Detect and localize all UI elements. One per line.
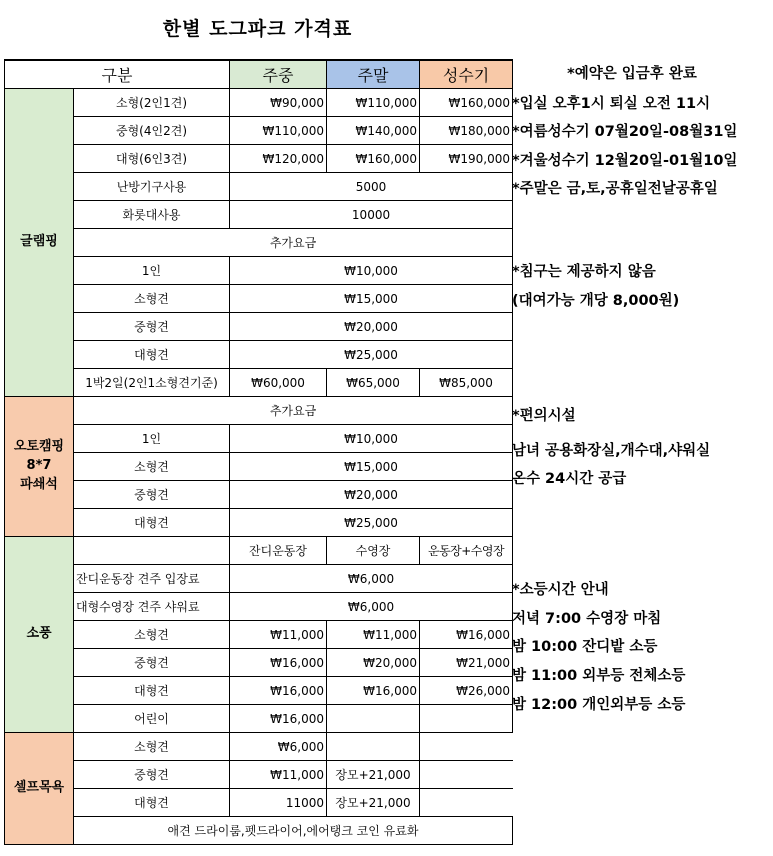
header-category: 구분 — [5, 60, 230, 89]
table-row — [5, 677, 513, 705]
header-weekend: 주말 — [327, 60, 420, 89]
extra-price: ₩20,000 — [230, 481, 513, 509]
header-weekday: 주중 — [230, 60, 327, 89]
table-row — [5, 537, 513, 565]
table-row — [5, 649, 513, 677]
table-row — [5, 733, 513, 761]
note-checkin: *입실 오후1시 퇴실 오전 11시 — [512, 96, 711, 112]
price-weekday: ₩110,000 — [230, 117, 327, 145]
autocamping-category — [5, 397, 74, 537]
extra-price: ₩10,000 — [230, 257, 513, 285]
sopung-col-lawn: 잔디운동장 — [230, 537, 327, 565]
note-weekend: *주말은 금,토,공휴일전날공휴일 — [512, 181, 718, 197]
heater-label: 난방기구사용 — [74, 173, 230, 201]
price-peak: ₩85,000 — [420, 369, 513, 397]
price-lawn: ₩16,000 — [230, 677, 327, 705]
entry-price: ₩6,000 — [230, 565, 513, 593]
note-lights-4: 밤 12:00 개인외부등 소등 — [512, 697, 686, 713]
autocamping-ground: 파쇄석 — [20, 476, 58, 492]
price-weekend: ₩110,000 — [327, 89, 420, 117]
wash-extra: 장모+21,000 — [327, 789, 420, 817]
extra-name: 1인 — [74, 425, 230, 453]
empty-cell — [420, 761, 513, 789]
table-row — [5, 117, 513, 145]
price-table — [4, 59, 513, 845]
table-row — [5, 341, 513, 369]
price-peak: ₩190,000 — [420, 145, 513, 173]
table-row — [5, 705, 513, 733]
price-weekend: ₩65,000 — [327, 369, 420, 397]
dog-size: 중형견 — [74, 649, 230, 677]
note-facilities-2: 온수 24시간 공급 — [512, 471, 627, 487]
dog-size: 소형견 — [74, 621, 230, 649]
room-name: 중형(4인2견) — [74, 117, 230, 145]
wash-price: ₩11,000 — [230, 761, 327, 789]
firepit-label: 화롯대사용 — [74, 201, 230, 229]
price-both: ₩21,000 — [420, 649, 513, 677]
extra-name: 중형견 — [74, 313, 230, 341]
empty-cell — [420, 733, 513, 761]
dog-size: 소형견 — [74, 733, 230, 761]
child-label: 어린이 — [74, 705, 230, 733]
wash-price: ₩6,000 — [230, 733, 327, 761]
table-row — [5, 89, 513, 117]
table-row — [5, 145, 513, 173]
autocamping-size: 8*7 — [26, 458, 52, 474]
table-row — [5, 565, 513, 593]
empty-cell — [420, 789, 513, 817]
price-lawn: ₩16,000 — [230, 649, 327, 677]
extra-price: ₩20,000 — [230, 313, 513, 341]
wash-extra: 장모+21,000 — [327, 761, 420, 789]
extra-name: 소형견 — [74, 453, 230, 481]
empty-cell — [420, 705, 513, 733]
dog-size: 중형견 — [74, 761, 230, 789]
extra-price: ₩25,000 — [230, 341, 513, 369]
firepit-price: 10000 — [230, 201, 513, 229]
price-weekday: ₩60,000 — [230, 369, 327, 397]
note-lights-title: *소등시간 안내 — [512, 582, 609, 598]
entry-name: 대형수영장 견주 샤워료 — [74, 593, 230, 621]
price-weekend: ₩140,000 — [327, 117, 420, 145]
extra-name: 대형견 — [74, 341, 230, 369]
table-row — [5, 789, 513, 817]
table-row — [5, 593, 513, 621]
table-row — [5, 173, 513, 201]
table-row — [5, 313, 513, 341]
table-row — [5, 761, 513, 789]
price-pool: ₩11,000 — [327, 621, 420, 649]
extra-name: 1인 — [74, 257, 230, 285]
table-row — [5, 425, 513, 453]
note-reservation: *예약은 입금후 완료 — [567, 66, 697, 82]
extra-name: 중형견 — [74, 481, 230, 509]
price-pool: ₩20,000 — [327, 649, 420, 677]
table-header-row — [5, 60, 513, 89]
extra-price: ₩15,000 — [230, 285, 513, 313]
wash-price: 11000 — [230, 789, 327, 817]
price-lawn: ₩11,000 — [230, 621, 327, 649]
entry-name: 잔디운동장 견주 입장료 — [74, 565, 230, 593]
note-lights-2: 밤 10:00 잔디밭 소등 — [512, 639, 658, 655]
note-bedding: *침구는 제공하지 않음 — [512, 264, 656, 280]
extra-price: ₩10,000 — [230, 425, 513, 453]
table-row — [5, 621, 513, 649]
price-peak: ₩180,000 — [420, 117, 513, 145]
price-both: ₩26,000 — [420, 677, 513, 705]
note-facilities-title: *편의시설 — [512, 408, 576, 424]
selfwash-footer: 애견 드라이룸,펫드라이어,에어탱크 코인 유료화 — [74, 817, 513, 845]
table-row — [5, 369, 513, 397]
dog-size: 대형견 — [74, 677, 230, 705]
autocamping-label: 오토캠핑 — [13, 439, 65, 455]
table-row — [5, 481, 513, 509]
empty-cell — [327, 705, 420, 733]
extra-name: 대형견 — [74, 509, 230, 537]
price-pool: ₩16,000 — [327, 677, 420, 705]
sopung-col-pool: 수영장 — [327, 537, 420, 565]
selfwash-category: 셀프목욕 — [5, 733, 74, 845]
wash-extra — [327, 733, 420, 761]
extra-price: ₩15,000 — [230, 453, 513, 481]
heater-price: 5000 — [230, 173, 513, 201]
empty-cell — [74, 537, 230, 565]
price-both: ₩16,000 — [420, 621, 513, 649]
entry-price: ₩6,000 — [230, 593, 513, 621]
note-bedding-rent: (대여가능 개당 8,000원) — [512, 293, 680, 309]
note-lights-3: 밤 11:00 외부등 전체소등 — [512, 668, 686, 684]
note-winter-peak: *겨울성수기 12월20일-01월10일 — [512, 153, 738, 169]
table-row — [5, 817, 513, 845]
note-summer-peak: *여름성수기 07월20일-08월31일 — [512, 124, 738, 140]
note-facilities-1: 남녀 공용화장실,개수대,샤워실 — [512, 443, 711, 459]
note-lights-1: 저녁 7:00 수영장 마침 — [512, 611, 662, 627]
page-title: 한별 도그파크 가격표 — [162, 18, 353, 40]
price-weekday: ₩120,000 — [230, 145, 327, 173]
sopung-category: 소풍 — [5, 537, 74, 733]
extra-fee-label: 추가요금 — [74, 229, 513, 257]
table-row — [5, 509, 513, 537]
child-price: ₩16,000 — [230, 705, 327, 733]
extra-price: ₩25,000 — [230, 509, 513, 537]
glamping-category: 글램핑 — [5, 89, 74, 397]
table-row — [5, 201, 513, 229]
table-row — [5, 397, 513, 425]
table-row — [5, 229, 513, 257]
table-row — [5, 257, 513, 285]
sopung-col-both: 운동장+수영장 — [420, 537, 513, 565]
room-name: 소형(2인1견) — [74, 89, 230, 117]
room-name: 대형(6인3견) — [74, 145, 230, 173]
price-weekend: ₩160,000 — [327, 145, 420, 173]
dog-size: 대형견 — [74, 789, 230, 817]
price-weekday: ₩90,000 — [230, 89, 327, 117]
extra-fee-label: 추가요금 — [74, 397, 513, 425]
table-row — [5, 453, 513, 481]
price-peak: ₩160,000 — [420, 89, 513, 117]
overnight-label: 1박2일(2인1소형견기준) — [74, 369, 230, 397]
extra-name: 소형견 — [74, 285, 230, 313]
header-peak: 성수기 — [420, 60, 513, 89]
table-row — [5, 285, 513, 313]
